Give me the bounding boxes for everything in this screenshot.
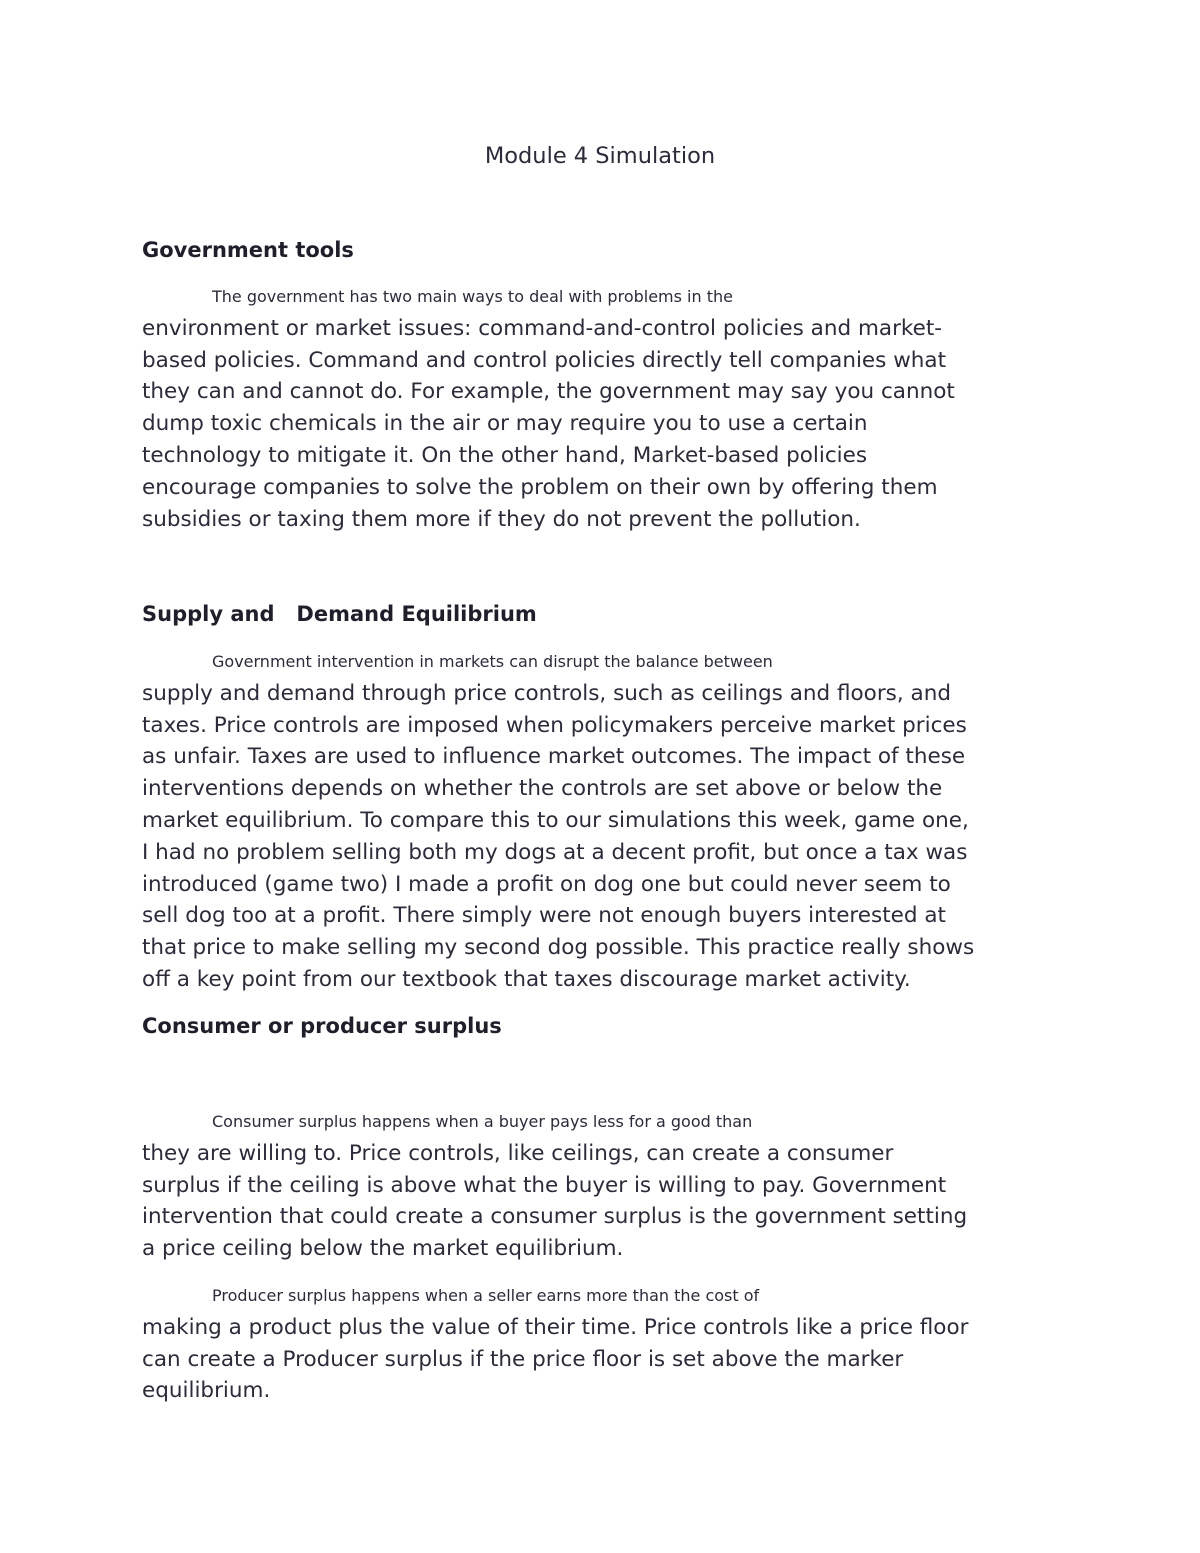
paragraph-government-tools xyxy=(142,281,1058,535)
paragraph-line: subsidies or taxing them more if they do not prevent the pollution. xyxy=(142,506,861,532)
paragraph-supply-demand xyxy=(142,646,1058,996)
paragraph-line: sell dog too at a profit. There simply were not enough buyers interested at xyxy=(142,903,946,929)
paragraph-line: off a key point from our textbook that taxes discourage market activity. xyxy=(142,966,911,992)
paragraph-line: as unfair. Taxes are used to influence market outcomes. The impact of these xyxy=(142,744,966,770)
section-heading-government-tools: Government tools xyxy=(142,238,354,262)
paragraph-line: I had no problem selling both my dogs at a decent profit, but once a tax was xyxy=(142,839,968,865)
paragraph-line: Consumer surplus happens when a buyer pays less for a good than xyxy=(212,1112,753,1131)
paragraph-line: interventions depends on whether the controls are set above or below the xyxy=(142,776,943,802)
paragraph-line: environment or market issues: command-and-control policies and market- xyxy=(142,315,943,341)
document-title: Module 4 Simulation xyxy=(484,143,716,169)
paragraph-line: market equilibrium. To compare this to our simulations this week, game one, xyxy=(142,807,969,833)
paragraph-producer-surplus xyxy=(142,1280,1058,1407)
paragraph-line: encourage companies to solve the problem on their own by offering them xyxy=(142,474,938,500)
paragraph-consumer-surplus xyxy=(142,1106,1058,1265)
paragraph-line: they are willing to. Price controls, like ceilings, can create a consumer xyxy=(142,1140,894,1166)
paragraph-line: Government intervention in markets can disrupt the balance between xyxy=(212,652,773,671)
section-heading-surplus: Consumer or producer surplus xyxy=(142,1014,502,1038)
paragraph-line: supply and demand through price controls, such as ceilings and floors, and xyxy=(142,680,951,706)
paragraph-line: Producer surplus happens when a seller earns more than the cost of xyxy=(212,1286,760,1305)
paragraph-line: that price to make selling my second dog possible. This practice really shows xyxy=(142,935,975,961)
document-page xyxy=(142,0,1058,1553)
paragraph-line: dump toxic chemicals in the air or may require you to use a certain xyxy=(142,411,868,437)
paragraph-line: taxes. Price controls are imposed when policymakers perceive market prices xyxy=(142,712,967,738)
paragraph-line: technology to mitigate it. On the other hand, Market-based policies xyxy=(142,442,868,468)
paragraph-line: equilibrium. xyxy=(142,1378,271,1404)
paragraph-line: they can and cannot do. For example, the government may say you cannot xyxy=(142,379,955,405)
paragraph-line: introduced (game two) I made a profit on dog one but could never seem to xyxy=(142,871,951,897)
paragraph-line: can create a Producer surplus if the price floor is set above the marker xyxy=(142,1346,904,1372)
section-heading-supply-demand: Supply and Demand Equilibrium xyxy=(142,602,537,626)
paragraph-line: The government has two main ways to deal with problems in the xyxy=(212,287,733,306)
paragraph-line: intervention that could create a consumer surplus is the government setting xyxy=(142,1204,968,1230)
paragraph-line: based policies. Command and control policies directly tell companies what xyxy=(142,347,947,373)
paragraph-line: surplus if the ceiling is above what the buyer is willing to pay. Government xyxy=(142,1172,947,1198)
paragraph-line: a price ceiling below the market equilibrium. xyxy=(142,1236,624,1262)
paragraph-line: making a product plus the value of their time. Price controls like a price floor xyxy=(142,1314,969,1340)
